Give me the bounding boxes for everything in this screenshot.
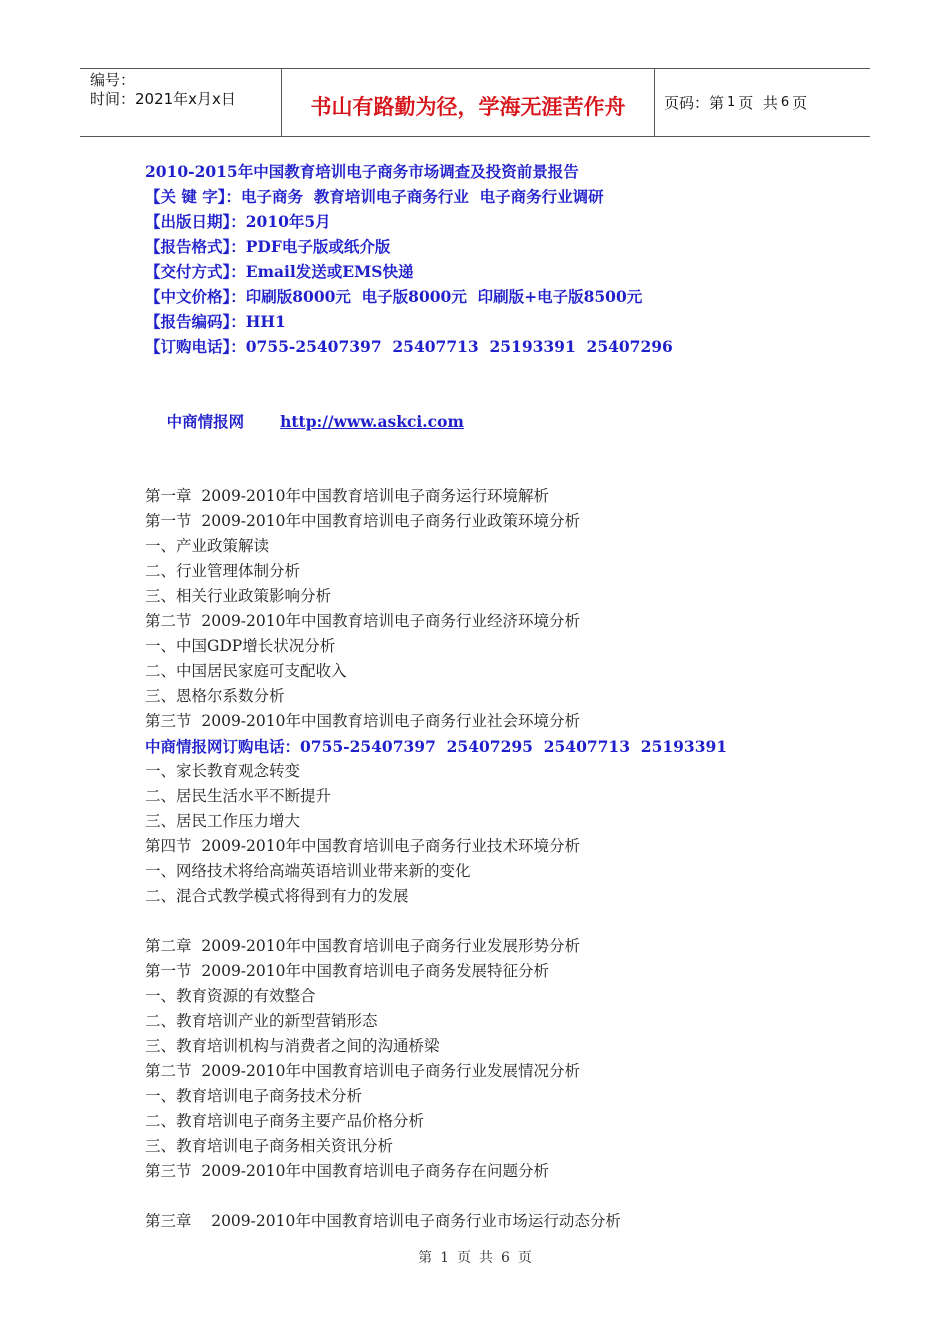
report-phone: 【订购电话】：0755-25407397 25407713 25193391 25407296 xyxy=(145,337,673,356)
toc-line: 第三章 2009-2010年中国教育培训电子商务行业市场运行动态分析 xyxy=(145,1212,621,1230)
report-delivery: 【交付方式】：Email发送或EMS快递 xyxy=(145,262,414,281)
site-line xyxy=(145,384,845,431)
toc-line: 一、产业政策解读 xyxy=(145,537,270,555)
page-mid: 页 共 xyxy=(738,94,778,112)
page-footer xyxy=(0,1247,950,1267)
report-title: 2010-2015年中国教育培训电子商务市场调查及投资前景报告 xyxy=(145,162,579,181)
header-motto-cell xyxy=(281,69,655,136)
page-total: 6 xyxy=(780,95,790,110)
footer-ye: 页 xyxy=(457,1250,471,1266)
toc-line: 三、居民工作压力增大 xyxy=(145,812,301,830)
toc-section-3 xyxy=(145,934,845,1184)
header-meta xyxy=(80,69,282,136)
page-end: 页 xyxy=(792,94,808,112)
toc-line: 二、混合式教学模式将得到有力的发展 xyxy=(145,887,409,905)
toc-section-4 xyxy=(145,1209,845,1234)
report-code: 【报告编码】：HH1 xyxy=(145,312,286,331)
page-header xyxy=(80,68,870,137)
order-phone-line: 中商情报网订购电话：0755-25407397 25407295 25407713 25193391 xyxy=(145,737,728,756)
toc-line: 一、中国GDP增长状况分析 xyxy=(145,637,336,655)
header-page-info xyxy=(655,69,870,136)
footer-di: 第 xyxy=(418,1250,433,1266)
toc-line: 第二节 2009-2010年中国教育培训电子商务行业发展情况分析 xyxy=(145,1062,580,1080)
toc-line: 第三节 2009-2010年中国教育培训电子商务行业社会环境分析 xyxy=(145,712,580,730)
toc-line: 二、教育培训电子商务主要产品价格分析 xyxy=(145,1112,425,1130)
document-body xyxy=(145,159,845,1234)
toc-line: 一、网络技术将给高端英语培训业带来新的变化 xyxy=(145,862,471,880)
toc-line: 第二节 2009-2010年中国教育培训电子商务行业经济环境分析 xyxy=(145,612,580,630)
toc-line: 第一章 2009-2010年中国教育培训电子商务运行环境解析 xyxy=(145,487,549,505)
toc-line: 二、中国居民家庭可支配收入 xyxy=(145,662,347,680)
toc-section-2 xyxy=(145,759,845,909)
motto: 书山有路勤为径，学海无涯苦作舟 xyxy=(310,94,626,119)
toc-line: 第二章 2009-2010年中国教育培训电子商务行业发展形势分析 xyxy=(145,937,580,955)
toc-line: 二、居民生活水平不断提升 xyxy=(145,787,332,805)
report-format: 【报告格式】：PDF电子版或纸介版 xyxy=(145,237,391,256)
spacer xyxy=(145,1184,845,1209)
site-link[interactable]: http://www.askci.com xyxy=(280,412,464,431)
toc-line: 第一节 2009-2010年中国教育培训电子商务发展特征分析 xyxy=(145,962,549,980)
toc-line: 三、相关行业政策影响分析 xyxy=(145,587,332,605)
report-publish-date: 【出版日期】：2010年5月 xyxy=(145,212,331,231)
number-label: 编号： xyxy=(90,71,136,89)
toc-line: 第三节 2009-2010年中国教育培训电子商务存在问题分析 xyxy=(145,1162,549,1180)
spacer xyxy=(145,359,845,384)
page-label: 页码：第 xyxy=(664,94,725,112)
footer-page-total: 6 xyxy=(501,1250,510,1266)
toc-line: 二、教育培训产业的新型营销形态 xyxy=(145,1012,378,1030)
toc-line: 三、教育培训电子商务相关资讯分析 xyxy=(145,1137,394,1155)
toc-line: 第四节 2009-2010年中国教育培训电子商务行业技术环境分析 xyxy=(145,837,580,855)
footer-gong: 共 xyxy=(479,1250,493,1266)
footer-page-number: 1 xyxy=(440,1250,449,1266)
report-price: 【中文价格】：印刷版8000元 电子版8000元 印刷版+电子版8500元 xyxy=(145,287,643,306)
toc-line: 第一节 2009-2010年中国教育培训电子商务行业政策环境分析 xyxy=(145,512,580,530)
toc-line: 二、行业管理体制分析 xyxy=(145,562,301,580)
spacer xyxy=(145,909,845,934)
toc-line: 一、家长教育观念转变 xyxy=(145,762,301,780)
toc-line: 一、教育培训电子商务技术分析 xyxy=(145,1087,363,1105)
toc-line: 三、恩格尔系数分析 xyxy=(145,687,285,705)
toc-line: 三、教育培训机构与消费者之间的沟通桥梁 xyxy=(145,1037,440,1055)
time-label: 时间：2021年x月x日 xyxy=(90,90,236,108)
page-number: 1 xyxy=(727,95,736,110)
report-keywords: 【关 键 字】：电子商务 教育培训电子商务行业 电子商务行业调研 xyxy=(145,187,604,206)
toc-section-1 xyxy=(145,484,845,734)
footer-ye2: 页 xyxy=(517,1250,532,1266)
toc-line: 一、教育资源的有效整合 xyxy=(145,987,316,1005)
site-name: 中商情报网 xyxy=(166,412,245,431)
